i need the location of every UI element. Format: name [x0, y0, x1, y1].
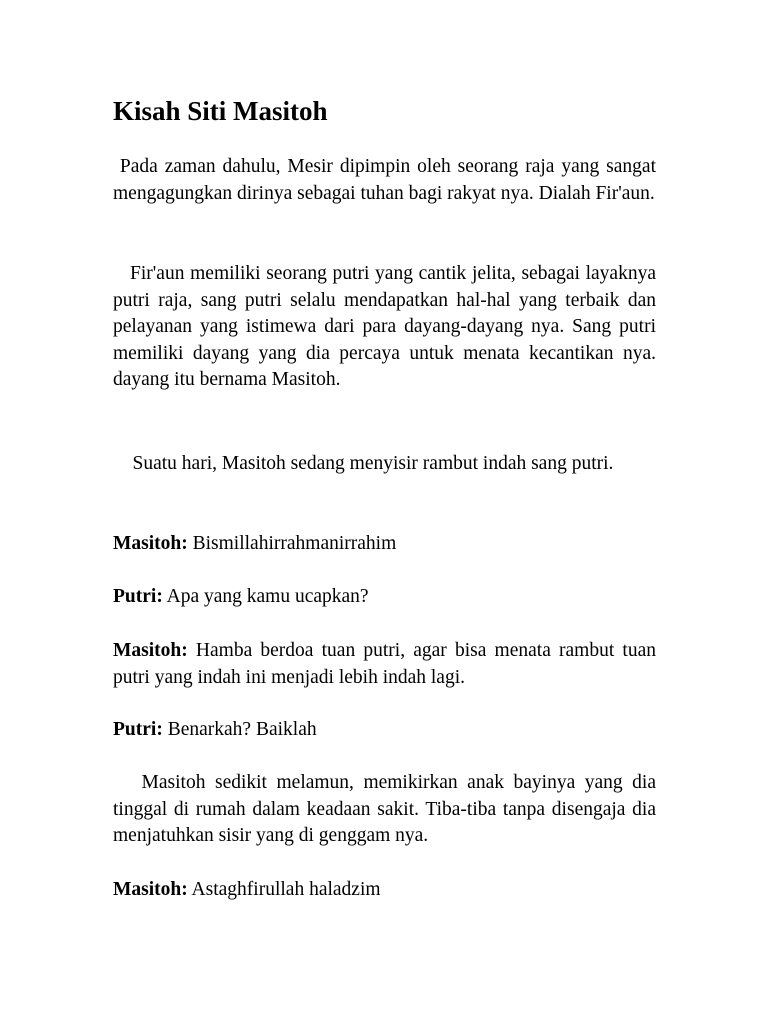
dialogue-text: Benarkah? Baiklah	[162, 719, 317, 740]
speaker-name: Putri:	[113, 586, 163, 607]
dialogue-text: Hamba berdoa tuan putri, agar bisa menata rambut tuan putri yang indah ini menjadi lebih indah lagi.	[113, 640, 661, 688]
speaker-name: Masitoh:	[113, 640, 188, 661]
dialogue-line	[113, 531, 656, 558]
dialogue-line	[113, 717, 656, 744]
speaker-name: Masitoh:	[113, 879, 188, 900]
paragraph-melamun: Masitoh sedikit melamun, memikirkan anak bayinya yang dia tinggal di rumah dalam keadaan sakit. Tiba-tiba tanpa disengaja dia menjatuhkan sisir yang di genggam nya.	[113, 772, 661, 846]
dialogue-line	[113, 877, 656, 904]
dialogue-text: Apa yang kamu ucapkan?	[162, 586, 369, 607]
paragraph-intro: Pada zaman dahulu, Mesir dipimpin oleh seorang raja yang sangat mengagungkan dirinya sebagai tuhan bagi rakyat nya. Dialah Fir'aun.	[113, 156, 661, 204]
speaker-name: Masitoh:	[113, 533, 188, 554]
dialogue-text: Astaghfirullah haladzim	[187, 879, 381, 900]
paragraph-putri: Fir'aun memiliki seorang putri yang cantik jelita, sebagai layaknya putri raja, sang putri selalu mendapatkan hal-hal yang terbaik dan pelayanan yang istimewa dari para dayang-dayang nya. Sang putri memiliki dayang yang dia percaya untuk menata kecantikan nya. dayang itu bernama Masitoh.	[113, 263, 661, 390]
dialogue-text: Bismillahirrahmanirrahim	[187, 533, 397, 554]
speaker-name: Putri:	[113, 719, 163, 740]
document-title: Kisah Siti Masitoh	[113, 96, 328, 126]
dialogue-line	[113, 584, 656, 611]
paragraph-suatu-hari: Suatu hari, Masitoh sedang menyisir rambut indah sang putri.	[113, 453, 614, 474]
dialogue-line	[113, 638, 661, 691]
